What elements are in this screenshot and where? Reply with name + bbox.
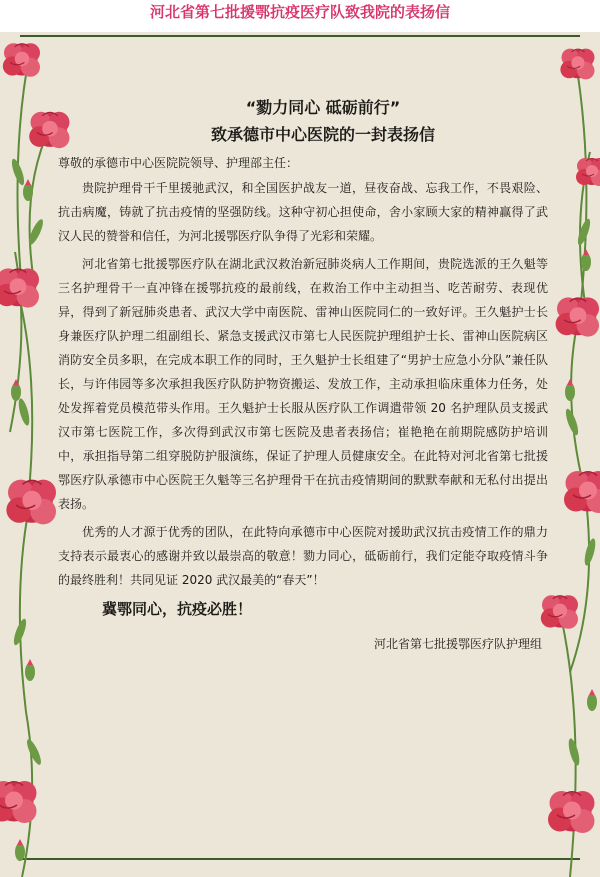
letter-title: 致承德市中心医院的一封表扬信: [210, 125, 435, 144]
letter-paragraph-2: 河北省第七批援鄂医疗队在湖北武汉救治新冠肺炎病人工作期间，贵院选派的王久魁等三名护理骨干一直冲锋在援鄂抗疫的最前线，在救治工作中主动担当、吃苦耐劳、表现优异，得到了新冠肺炎患者、武汉大学中南医院、雷神山医院同仁的一致好评。王久魁护士长身兼医疗队护理二组副组长、紧急支援武汉市第七人民医院护理组护士长、雷神山医院病区消防安全员多职，在完成本职工作的同时，王久魁护士长组建了“男护士应急小分队”兼任队长，与许伟园等多次承担我医疗队防护物资搬运、发放工作，主动承担临床重体力任务，处处发挥着党员模范带头作用。王久魁护士长服从医疗队工作调遣带领 20 名护理队员支援武汉市第七医院工作，多次得到武汉市第七医院及患者表扬信；崔艳艳在前期院感防护培训中，承担指导第二组穿脱防护服演练，保证了护理人员健康安全。在此特对河北省第七批援鄂医疗队承德市中心医院王久魁等三名护理骨干在抗击疫情期间的默默奉献和无私付出提出表扬。: [58, 257, 548, 511]
letter-signature: 河北省第七批援鄂医疗队护理组: [373, 637, 542, 651]
letter-title-slogan: “勠力同心 砥砺前行”: [245, 98, 401, 117]
letter-paragraph-1: 贵院护理骨干千里援驰武汉，和全国医护战友一道，昼夜奋战、忘我工作，不畏艰险、抗击病魔，铸就了抗击疫情的坚强防线。这种守初心担使命，舍小家顾大家的精神赢得了武汉人民的赞誉和信任，为河北援鄂医疗队争得了光彩和荣耀。: [58, 181, 548, 243]
page-banner-title: 河北省第七批援鄂抗疫医疗队致我院的表扬信: [149, 3, 450, 21]
letter-salutation: 尊敬的承德市中心医院院领导、护理部主任：: [58, 156, 299, 170]
letter-paragraph-3: 优秀的人才源于优秀的团队，在此特向承德市中心医院对援助武汉抗击疫情工作的鼎力支持表示最衷心的感谢并致以最崇高的敬意！勠力同心，砥砺前行，我们定能夺取疫情斗争的最终胜利！共同见证 2020 武汉最美的“春天”！: [58, 525, 548, 587]
closing-slogan: 冀鄂同心，抗疫必胜！: [102, 600, 253, 618]
letter-frame: [0, 32, 600, 877]
letter-body: [58, 96, 548, 654]
